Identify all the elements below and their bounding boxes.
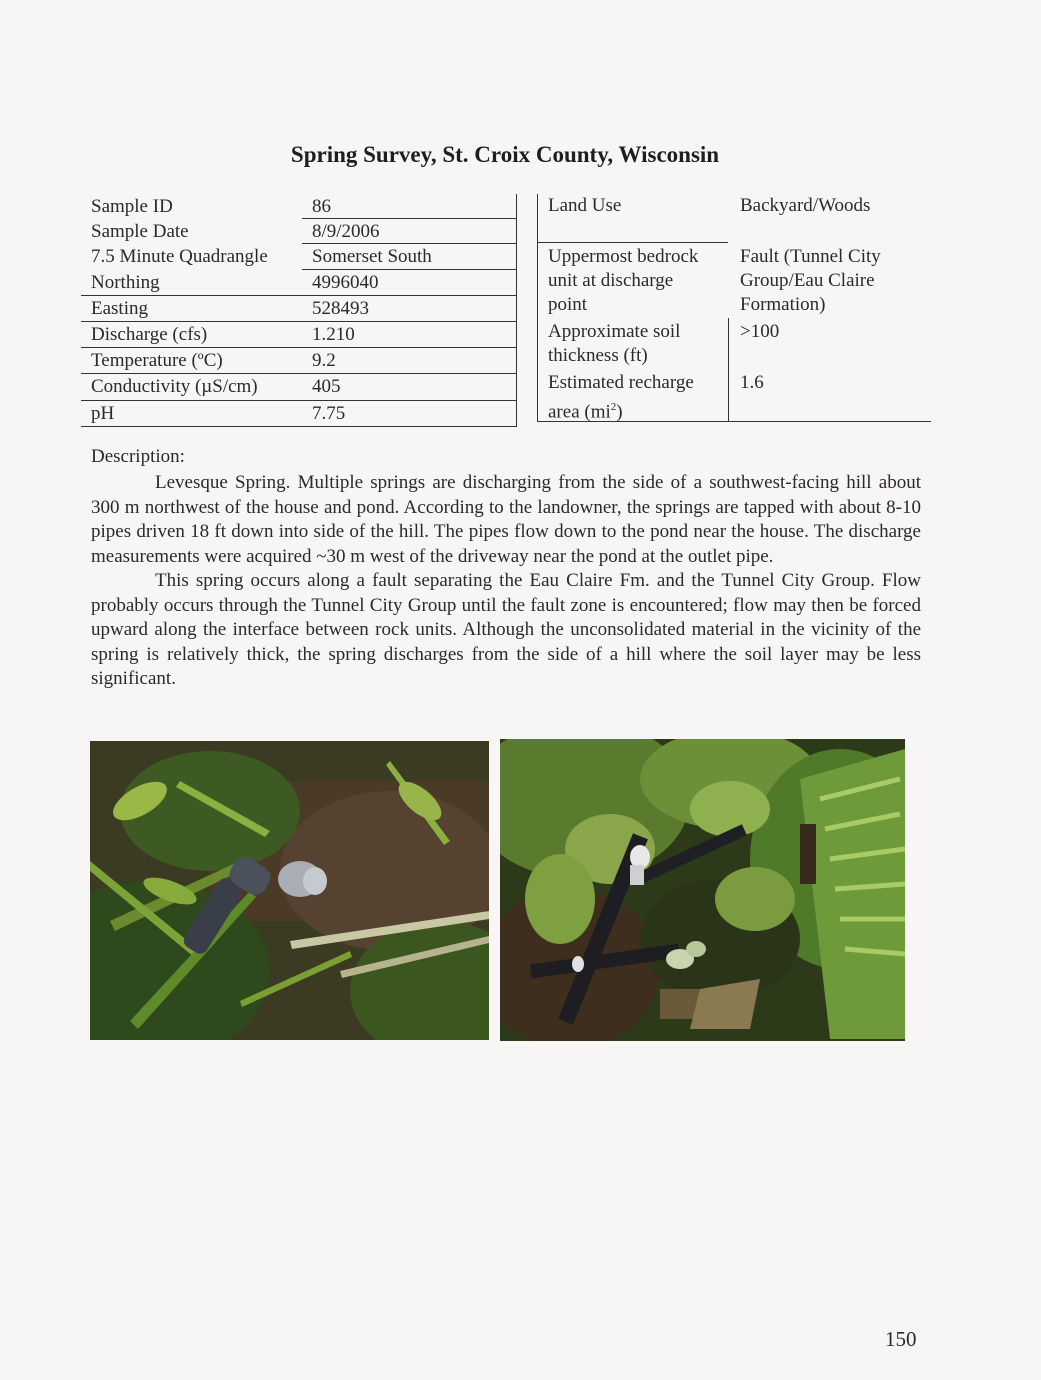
row-value: 8/9/2006	[312, 221, 380, 243]
row-label: Conductivity (µS/cm)	[91, 376, 258, 398]
recharge-value: 1.6	[740, 372, 764, 393]
table-row	[81, 401, 516, 427]
recharge-label-line: Estimated recharge	[548, 372, 694, 393]
row-value: 9.2	[312, 350, 336, 372]
table-row	[81, 244, 516, 269]
row-label: pH	[91, 402, 115, 424]
bedrock-label-line: Uppermost bedrock	[548, 246, 699, 267]
bedrock-value-line: Fault (Tunnel City	[740, 246, 881, 267]
row-label: Northing	[91, 271, 160, 293]
table-row	[81, 322, 516, 348]
recharge-label-line	[548, 395, 623, 425]
recharge-label-superscript: 2	[610, 401, 617, 413]
row-value: 86	[312, 196, 331, 217]
row-label: Temperature (ºC)	[91, 350, 223, 372]
row-value: 405	[312, 376, 341, 398]
table-row	[81, 194, 516, 219]
row-value: 1.210	[312, 323, 355, 345]
bedrock-value-line: Formation)	[740, 294, 826, 315]
recharge-label-text: area (mi	[548, 401, 611, 423]
column-divider	[728, 318, 729, 421]
site-info-table	[537, 194, 931, 422]
row-label: Easting	[91, 297, 148, 319]
description-text	[91, 471, 921, 692]
description-paragraph: Levesque Spring. Multiple springs are discharging from the side of a southwest-facing hill about 300 m northwest of the house and pond. According to the landowner, the springs are tapped with about 8-10 pipes driven 18 ft down into side of the hill. The pipes flow down to the pond near the house. The discharge measurements were acquired ~30 m west of the driveway near the pond at the outlet pipe.	[91, 472, 921, 567]
land-use-label: Land Use	[548, 195, 622, 216]
spring-pipes-photo-right	[500, 739, 905, 1041]
row-value: 4996040	[312, 271, 379, 293]
sample-data-table	[81, 194, 517, 427]
bedrock-label-line: point	[548, 294, 588, 315]
description-label: Description:	[91, 446, 185, 467]
spring-pipe-photo-left	[90, 741, 489, 1040]
table-row	[81, 296, 516, 322]
bedrock-value-line: Group/Eau Claire	[740, 270, 875, 291]
soil-label-line: thickness (ft)	[548, 345, 648, 366]
page-number: 150	[885, 1327, 917, 1351]
photo-left-drawing	[90, 741, 489, 1040]
table-row	[81, 219, 516, 244]
soil-label-line: Approximate soil	[548, 321, 681, 342]
row-divider	[538, 242, 728, 243]
row-label: Sample Date	[91, 221, 189, 243]
row-value: 528493	[312, 297, 369, 319]
bedrock-label-line: unit at discharge	[548, 270, 674, 291]
table-row	[81, 374, 516, 400]
recharge-label-text: )	[616, 401, 623, 423]
land-use-value: Backyard/Woods	[740, 195, 871, 216]
description-paragraph: This spring occurs along a fault separating the Eau Claire Fm. and the Tunnel City Group. Flow probably occurs through the Tunnel City Group until the fault zone is encountered; flow may then be forced upward along the interface between rock units. Although the unconsolidated material in the vicinity of the spring is relatively thick, the spring discharges from the side of a hill where the soil layer may be less significant.	[91, 570, 921, 689]
row-label: 7.5 Minute Quadrangle	[91, 246, 268, 268]
table-row	[81, 348, 516, 374]
row-value: 7.75	[312, 402, 346, 424]
row-label: Sample ID	[91, 196, 173, 217]
row-label: Discharge (cfs)	[91, 323, 208, 345]
photo-right-drawing	[500, 739, 905, 1041]
page-title: Spring Survey, St. Croix County, Wisconsin	[290, 142, 720, 167]
table-row	[81, 270, 516, 296]
row-value: Somerset South	[312, 246, 432, 268]
soil-value: >100	[740, 321, 780, 342]
